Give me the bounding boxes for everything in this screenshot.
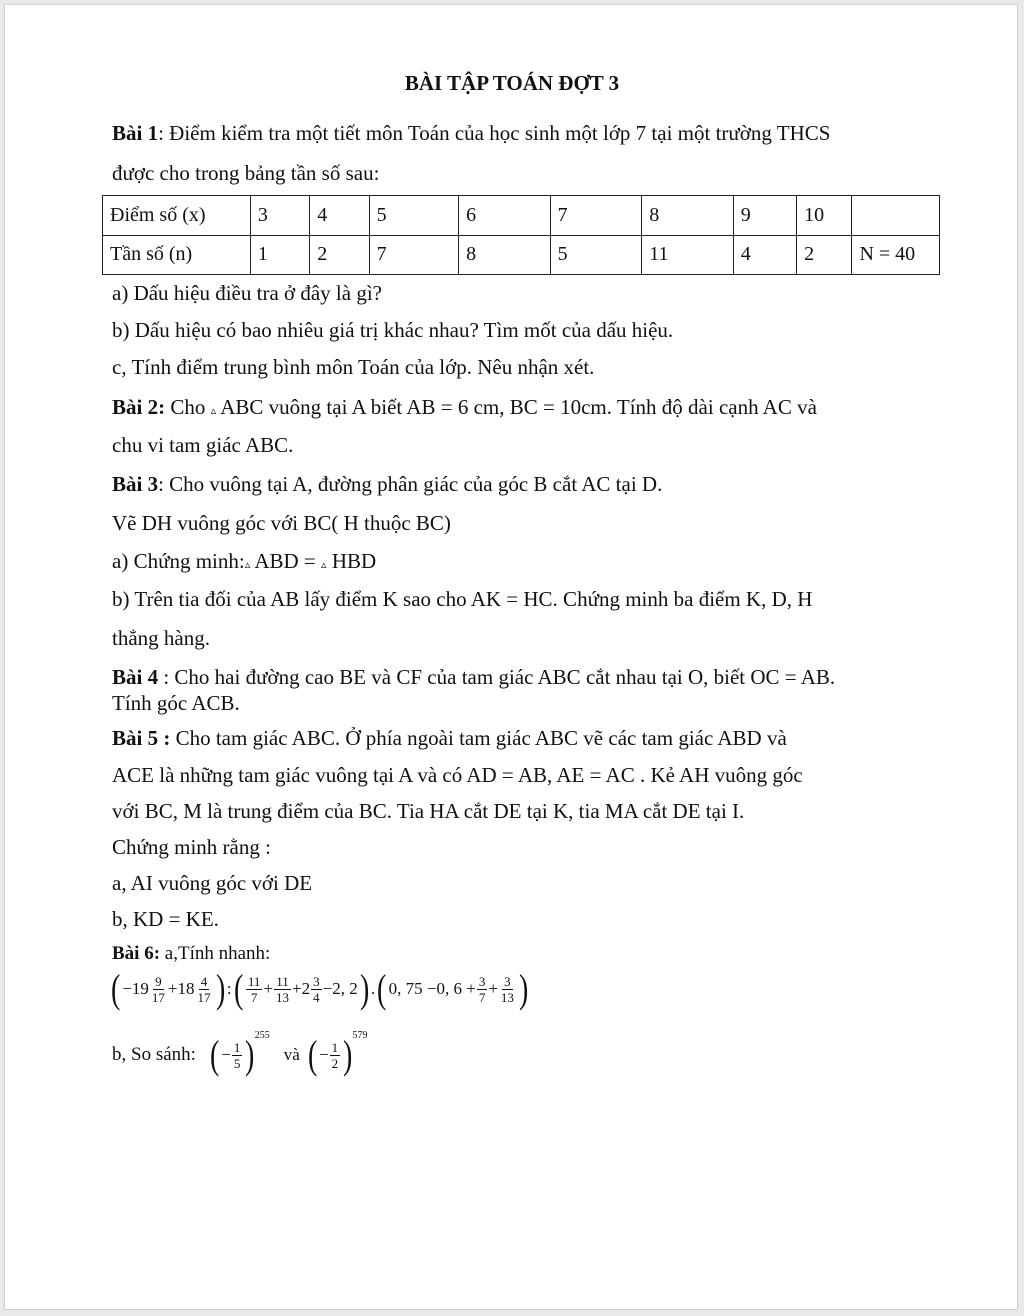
table-cell: Tần số (n) bbox=[103, 235, 251, 275]
bai6-label: Bài 6: bbox=[112, 943, 161, 964]
fraction: $\frac{11}{13}$ bbox=[276, 973, 290, 1005]
bai1-line1 bbox=[112, 121, 830, 146]
table-cell: 10 bbox=[797, 196, 852, 236]
bai5-line1 bbox=[112, 726, 787, 751]
table-row bbox=[103, 235, 940, 275]
bai4-line1 bbox=[112, 665, 835, 690]
bai6-a-label: a,Tính nhanh: bbox=[160, 943, 271, 964]
table-cell: 5 bbox=[550, 235, 642, 275]
bai4-text: : Cho hai đường cao BE và CF của tam giác ABC cắt nhau tại O, biết OC = AB. bbox=[158, 665, 836, 689]
triangle-icon: ▵ bbox=[210, 405, 217, 417]
bai2-text-pre: Cho bbox=[165, 395, 211, 419]
bai3-question-a bbox=[112, 549, 376, 574]
fraction: $\frac{4}{17}$ bbox=[197, 973, 211, 1005]
bai2-label: Bài 2: bbox=[112, 395, 166, 419]
bai1-line2: được cho trong bảng tần số sau: bbox=[112, 161, 380, 185]
bai3-question-b-line1: b) Trên tia đối của AB lấy điểm K sao cho AK = HC. Chứng minh ba điểm K, D, H bbox=[112, 587, 813, 611]
bai3-line2: Vẽ DH vuông góc với BC( H thuộc BC) bbox=[112, 511, 451, 535]
table-cell: 9 bbox=[733, 196, 796, 236]
bai6-line1 bbox=[112, 943, 270, 965]
table-cell: 1 bbox=[250, 235, 309, 275]
fraction: $\frac{1}{2}$ bbox=[331, 1039, 339, 1071]
table-cell: Điểm số (x) bbox=[103, 196, 251, 236]
bai3-line1 bbox=[112, 472, 662, 497]
bai1-question-b: b) Dấu hiệu có bao nhiêu giá trị khác nhau? Tìm mốt của dấu hiệu. bbox=[112, 318, 674, 342]
bai2-text: ABC vuông tại A biết AB = 6 cm, BC = 10cm. Tính độ dài cạnh AC và bbox=[216, 395, 817, 419]
table-cell: 2 bbox=[310, 235, 369, 275]
fraction: $\frac{3}{7}$ bbox=[478, 973, 486, 1005]
bai3-label: Bài 3 bbox=[112, 472, 159, 496]
bai2-line2: chu vi tam giác ABC. bbox=[112, 433, 294, 457]
bai1-label: Bài 1 bbox=[112, 121, 159, 145]
table-cell: N = 40 bbox=[852, 235, 940, 275]
bai5-question-b: b, KD = KE. bbox=[112, 907, 219, 931]
bai6-expression: ( −19 $\frac{9}{17}$ +18 $\frac{4}{17}$ ) : ( $\frac{11}{7}$ + $\frac{11}{13}$ +2 $\frac{3}{4}$ −2, 2 ) . ( 0, 75 −0, 6 + $\frac{3}{7}$ + $\frac{3}{13}$ ) bbox=[110, 966, 529, 1011]
table-cell: 4 bbox=[310, 196, 369, 236]
bai3-question-b-line2: thẳng hàng. bbox=[112, 626, 210, 650]
bai3-a-post: HBD bbox=[326, 549, 377, 573]
bai5-label: Bài 5 : bbox=[112, 726, 171, 750]
table-cell: 7 bbox=[550, 196, 642, 236]
table-cell: 8 bbox=[459, 235, 551, 275]
triangle-icon: ▵ bbox=[244, 559, 251, 571]
triangle-icon: ▵ bbox=[321, 559, 327, 571]
exponent: 579 bbox=[352, 1029, 368, 1041]
fraction: $\frac{9}{17}$ bbox=[151, 973, 165, 1005]
bai1-question-c: c, Tính điểm trung bình môn Toán của lớp. Nêu nhận xét. bbox=[112, 355, 595, 379]
bai4-line2: Tính góc ACB. bbox=[112, 691, 240, 715]
bai1-question-a: a) Dấu hiệu điều tra ở đây là gì? bbox=[112, 281, 382, 305]
table-cell: 5 bbox=[369, 196, 459, 236]
bai5-text: Cho tam giác ABC. Ở phía ngoài tam giác ABC vẽ các tam giác ABD và bbox=[170, 726, 787, 750]
bai6-b-label: b, So sánh: bbox=[112, 1044, 196, 1065]
bai6-comparison: b, So sánh: ( − $\frac{1}{5}$ ) 255 và ( − $\frac{1}{2}$ ) 579 bbox=[112, 1029, 368, 1077]
table-cell: 7 bbox=[369, 235, 459, 275]
bai3-a-mid: ABD = bbox=[250, 549, 322, 573]
table-cell: 3 bbox=[250, 196, 309, 236]
exponent: 255 bbox=[254, 1029, 270, 1041]
fraction: $\frac{1}{5}$ bbox=[233, 1039, 241, 1071]
table-cell: 6 bbox=[459, 196, 551, 236]
bai3-a-pre: a) Chứng minh: bbox=[112, 549, 245, 573]
bai1-text: : Điểm kiểm tra một tiết môn Toán của học sinh một lớp 7 tại một trường THCS bbox=[158, 121, 831, 145]
bai5-line4: Chứng minh rằng : bbox=[112, 835, 271, 859]
bai5-question-a: a, AI vuông góc với DE bbox=[112, 871, 313, 895]
bai3-text: : Cho vuông tại A, đường phân giác của góc B cắt AC tại D. bbox=[158, 472, 663, 496]
table-cell: 4 bbox=[733, 235, 796, 275]
table-cell: 8 bbox=[642, 196, 734, 236]
table-row bbox=[103, 196, 940, 236]
bai2-line1 bbox=[112, 395, 817, 420]
fraction: $\frac{11}{7}$ bbox=[247, 973, 261, 1005]
bai5-line3: với BC, M là trung điểm của BC. Tia HA cắt DE tại K, tia MA cắt DE tại I. bbox=[112, 799, 745, 823]
table-cell bbox=[852, 196, 940, 236]
page-title: BÀI TẬP TOÁN ĐỢT 3 bbox=[404, 71, 620, 95]
bai5-line2: ACE là những tam giác vuông tại A và có AD = AB, AE = AC . Kẻ AH vuông góc bbox=[112, 763, 803, 787]
fraction: $\frac{3}{4}$ bbox=[313, 973, 320, 1005]
frequency-table bbox=[102, 195, 940, 275]
bai4-label: Bài 4 bbox=[112, 665, 159, 689]
table-cell: 11 bbox=[642, 235, 734, 275]
fraction: $\frac{3}{13}$ bbox=[500, 973, 514, 1005]
table-cell: 2 bbox=[797, 235, 852, 275]
document-page bbox=[4, 4, 1018, 1310]
